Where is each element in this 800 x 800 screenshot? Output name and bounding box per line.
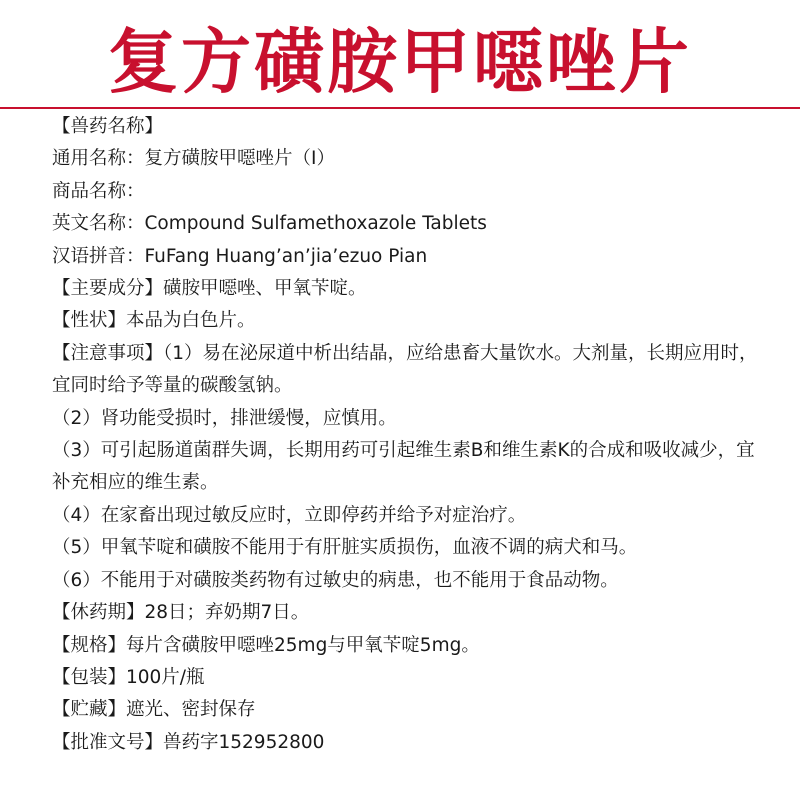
precaution-item-4: （4）在家畜出现过敏反应时，立即停药并给予对症治疗。 <box>52 504 527 526</box>
main-ingredients-line: 【主要成分】磺胺甲噁唑、甲氧苄啶。 <box>52 278 367 300</box>
precaution-item-2: （2）肾功能受损时，排泄缓慢，应慎用。 <box>52 407 397 429</box>
precaution-item-3: （3）可引起肠道菌群失调，长期用药可引起维生素B和维生素K的合成和吸收减少，宜补充相应的维生素。 <box>52 440 755 494</box>
title-divider <box>0 107 800 109</box>
withdrawal-period-line: 【休药期】28日；弃奶期7日。 <box>52 602 310 624</box>
section-drug-name-heading: 【兽药名称】 <box>52 116 164 137</box>
generic-name-line: 通用名称：复方磺胺甲噁唑片（I） <box>52 148 335 170</box>
storage-line: 【贮藏】遮光、密封保存 <box>52 699 256 721</box>
pinyin-line: 汉语拼音：FuFang Huang’an’jia’ezuo Pian <box>52 245 428 267</box>
appearance-line: 【性状】本品为白色片。 <box>52 310 256 332</box>
precaution-item-5: （5）甲氧苄啶和磺胺不能用于有肝脏实质损伤，血液不调的病犬和马。 <box>52 537 638 559</box>
product-title: 复方磺胺甲噁唑片 <box>108 21 692 103</box>
precaution-item-6: （6）不能用于对磺胺类药物有过敏史的病患，也不能用于食品动物。 <box>52 569 619 591</box>
specification-line: 【规格】每片含磺胺甲噁唑25mg与甲氧苄啶5mg。 <box>52 634 480 656</box>
label-content <box>52 111 762 759</box>
approval-number-line: 【批准文号】兽药字152952800 <box>52 731 325 753</box>
trade-name-line: 商品名称： <box>52 180 145 202</box>
packaging-line: 【包装】100片/瓶 <box>52 666 205 688</box>
precaution-item-1: 【注意事项】（1）易在泌尿道中析出结晶，应给患畜大量饮水。大剂量，长期应用时，宜同时给予等量的碳酸氢钠。 <box>52 342 758 397</box>
english-name-line: 英文名称：Compound Sulfamethoxazole Tablets <box>52 213 487 235</box>
